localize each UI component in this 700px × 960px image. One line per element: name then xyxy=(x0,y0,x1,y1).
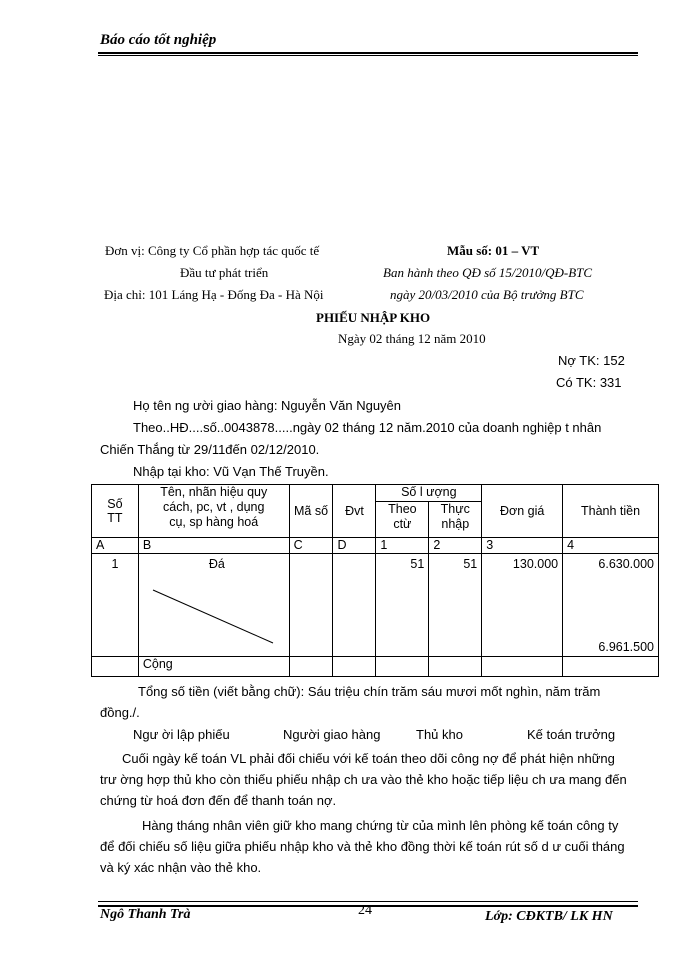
row-amount-total: 6.961.500 xyxy=(598,640,654,654)
total-label: Cộng xyxy=(138,657,289,677)
table-row xyxy=(92,554,659,657)
warehouse-line: Nhập tại kho: Vũ Vạn Thế Truyền. xyxy=(133,464,329,479)
paragraph-monthly-check: Hàng tháng nhân viên giữ kho mang chứng từ của mình lên phòng kế toán công ty để đối chiếu số liệu giữa phiếu nhập kho và thẻ kho đồng thời kế toán rút số d ư cuối tháng và ký xác nhận vào thẻ kho. xyxy=(100,818,625,875)
index-cell: 1 xyxy=(376,538,429,554)
form-number: Mẫu số: 01 – VT xyxy=(447,243,540,258)
row-price: 130.000 xyxy=(482,554,563,657)
issued-by-line1: Ban hành theo QĐ số 15/2010/QĐ-BTC xyxy=(383,265,593,280)
unit-name-line1: Đơn vị: Công ty Cổ phần hợp tác quốc tế xyxy=(105,243,320,258)
col-header-unit: Đvt xyxy=(333,485,376,538)
index-cell: 2 xyxy=(429,538,482,554)
row-qty-actual: 51 xyxy=(429,554,482,657)
index-cell: B xyxy=(138,538,289,554)
issued-by-line2: ngày 20/03/2010 của Bộ trưởng BTC xyxy=(390,287,584,302)
col-header-qty-actual: Thực nhập xyxy=(429,502,482,538)
signer-chief-accountant: Kế toán trưởng xyxy=(527,727,616,742)
signer-preparer: Ngư ời lập phiếu xyxy=(133,727,230,742)
signer-storekeeper: Thủ kho xyxy=(416,727,463,742)
reference-line1: Theo..HĐ....số..0043878.....ngày 02 tháng 12 năm.2010 của doanh nghiệp t nhân xyxy=(133,420,602,435)
header-rule xyxy=(98,52,638,54)
voucher-title: PHIẾU NHẬP KHO xyxy=(316,310,431,325)
index-cell: C xyxy=(289,538,333,554)
row-amount-cell xyxy=(563,554,659,657)
unit-name-line2: Đầu tư phát triển xyxy=(180,265,269,280)
col-header-name: Tên, nhãn hiệu quy cách, pc, vt , dụng cụ, sp hàng hoá xyxy=(138,485,289,538)
page-number: 24 xyxy=(358,903,372,918)
strike-line xyxy=(139,554,290,657)
col-header-amount: Thành tiền xyxy=(563,485,659,538)
unit-address: Địa chỉ: 101 Láng Hạ - Đống Đa - Hà Nội xyxy=(104,287,324,302)
footer-author: Ngô Thanh Trà xyxy=(100,907,191,922)
footer-rule-thin xyxy=(98,901,638,902)
row-no: 1 xyxy=(92,554,139,657)
col-header-quantity: Số l ượng xyxy=(376,485,482,502)
row-code xyxy=(289,554,333,657)
row-unit xyxy=(333,554,376,657)
header-rule-thin xyxy=(98,55,638,56)
col-header-no: Số TT xyxy=(92,485,139,538)
signer-deliverer: Người giao hàng xyxy=(283,727,381,742)
index-row xyxy=(92,538,659,554)
reference-line2: Chiến Thắng từ 29/11đến 02/12/2010. xyxy=(100,442,320,457)
report-header-title: Báo cáo tốt nghiệp xyxy=(100,32,217,48)
col-header-qty-doc: Theo ctừ xyxy=(376,502,429,538)
voucher-date: Ngày 02 tháng 12 năm 2010 xyxy=(338,331,486,346)
index-cell: A xyxy=(92,538,139,554)
receipt-table xyxy=(91,484,659,677)
col-header-price: Đơn giá xyxy=(482,485,563,538)
row-amount: 6.630.000 xyxy=(598,557,654,571)
index-cell: 4 xyxy=(563,538,659,554)
total-in-words: Tổng số tiền (viết bằng chữ): Sáu triệu chín trăm sáu mươi mốt nghìn, năm trăm đồng./. xyxy=(100,684,601,720)
credit-account: Có TK: 331 xyxy=(556,375,622,390)
col-header-code: Mã số xyxy=(289,485,333,538)
footer-class: Lớp: CĐKTB/ LK HN xyxy=(485,909,613,924)
index-cell: 3 xyxy=(482,538,563,554)
debit-account: Nợ TK: 152 xyxy=(558,353,625,368)
deliverer-name: Họ tên ng ười giao hàng: Nguyễn Văn Nguyên xyxy=(133,398,402,413)
row-item-name-cell xyxy=(138,554,289,657)
index-cell: D xyxy=(333,538,376,554)
total-row xyxy=(92,657,659,677)
paragraph-daily-check: Cuối ngày kế toán VL phải đối chiếu với kế toán theo dõi công nợ để phát hiện những trư ờng hợp thủ kho còn thiếu phiếu nhập ch ưa vào thẻ kho hoặc tiếp liệu ch ưa mang đến chứng từ hoá đơn đến để thanh toán nợ. xyxy=(100,751,627,808)
row-item-name: Đá xyxy=(208,557,225,571)
row-qty-doc: 51 xyxy=(376,554,429,657)
